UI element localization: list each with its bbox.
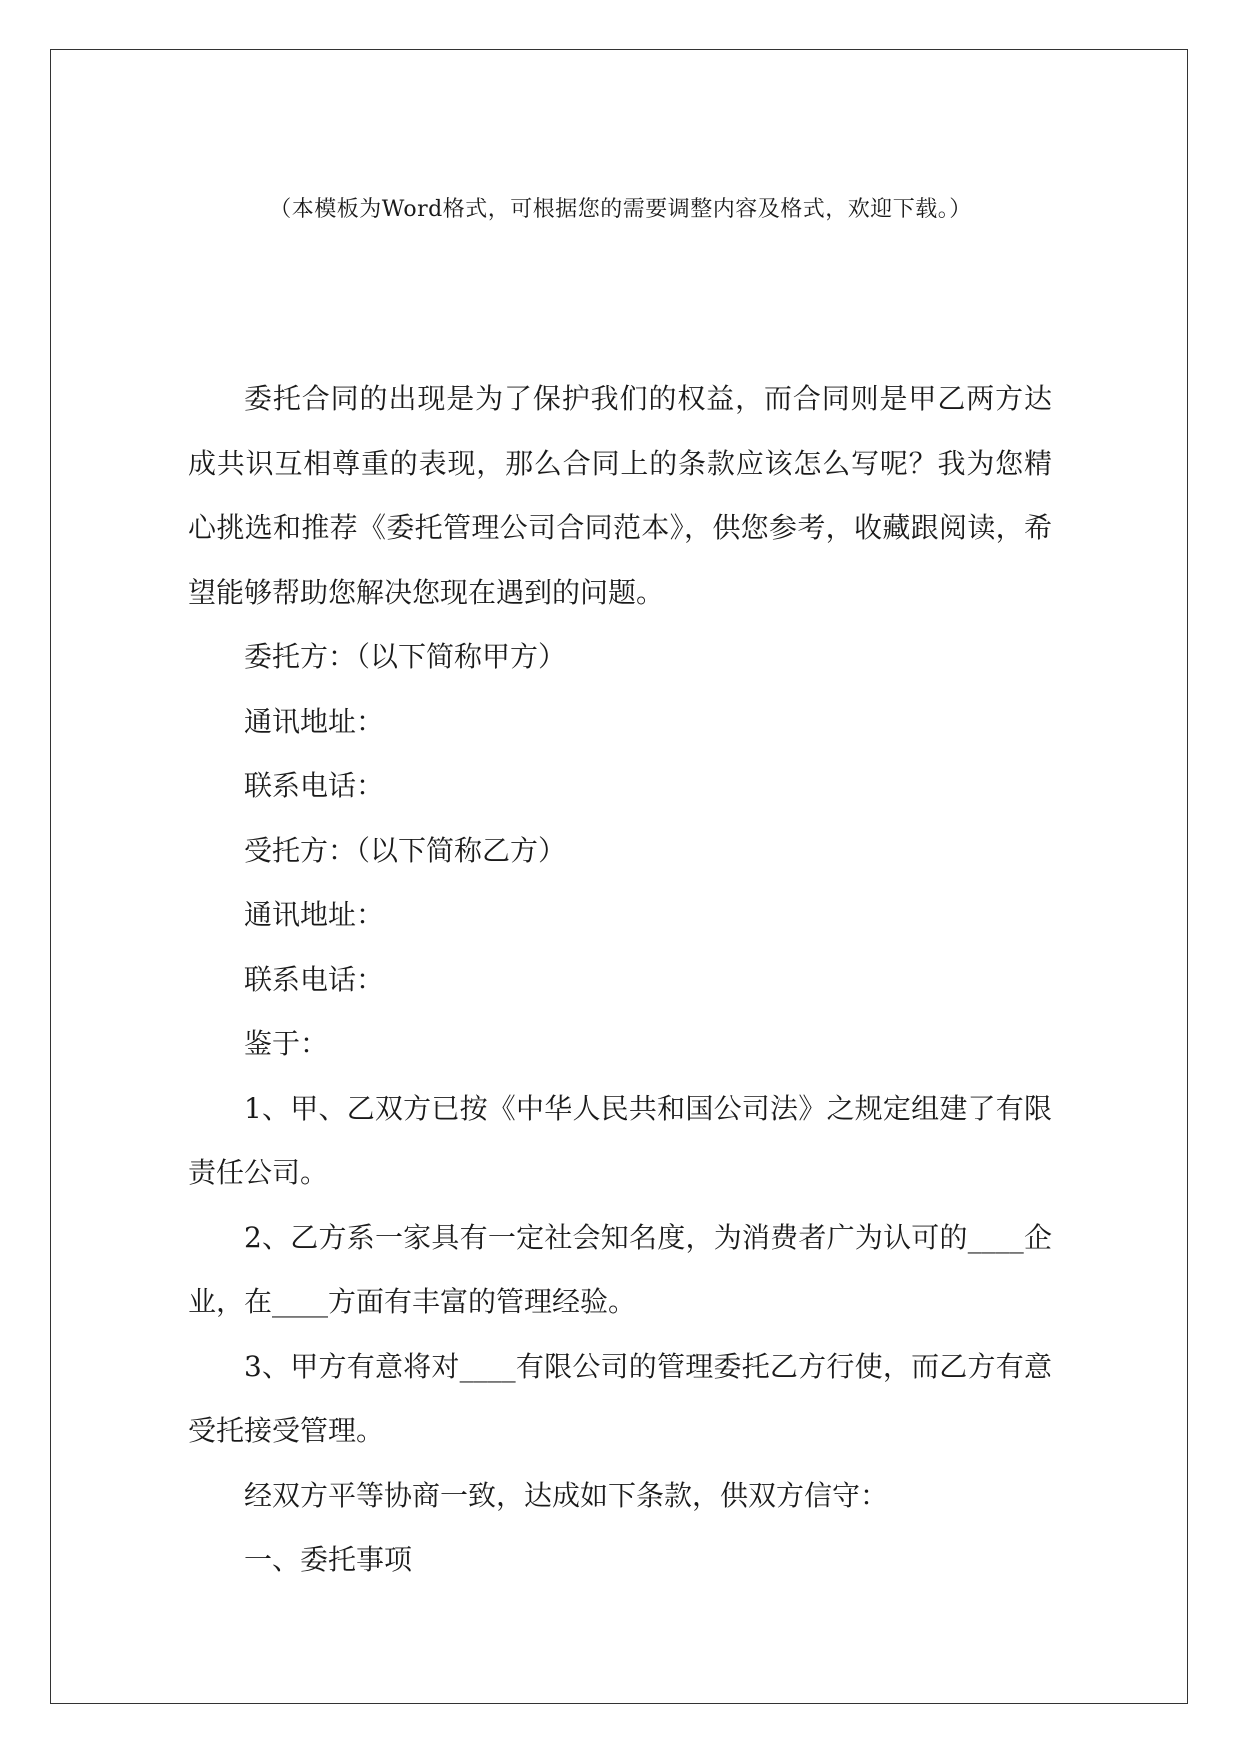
contract-body — [188, 367, 1052, 1593]
principal-phone-line: 联系电话： — [244, 769, 385, 802]
whereas-clause-1: 1、甲、乙双方已按《中华人民共和国公司法》之规定组建了有限责任公司。 — [188, 1091, 1052, 1189]
whereas-clause-2: 2、乙方系一家具有一定社会知名度，为消费者广为认可的____企业，在____方面有丰富的管理经验。 — [188, 1220, 1052, 1318]
agent-line: 受托方：（以下简称乙方） — [244, 833, 567, 867]
intro-paragraph: 委托合同的出现是为了保护我们的权益，而合同则是甲乙两方达成共识互相尊重的表现，那么合同上的条款应该怎么写呢？我为您精心挑选和推荐《委托管理公司合同范本》，供您参考，收藏跟阅读，希望能够帮助您解决您现在遇到的问题。 — [188, 382, 1052, 609]
whereas-clause-3: 3、甲方有意将对____有限公司的管理委托乙方行使，而乙方有意受托接受管理。 — [188, 1349, 1052, 1447]
agreement-statement: 经双方平等协商一致，达成如下条款，供双方信守： — [244, 1478, 889, 1512]
template-notice: （本模板为Word格式，可根据您的需要调整内容及格式，欢迎下载。） — [269, 197, 972, 222]
principal-line: 委托方：（以下简称甲方） — [244, 640, 567, 673]
whereas-heading: 鉴于： — [244, 1027, 329, 1060]
principal-address-line: 通讯地址： — [244, 704, 385, 738]
agent-address-line: 通讯地址： — [244, 898, 385, 931]
agent-phone-line: 联系电话： — [244, 962, 385, 996]
section-heading-1: 一、委托事项 — [244, 1543, 413, 1576]
